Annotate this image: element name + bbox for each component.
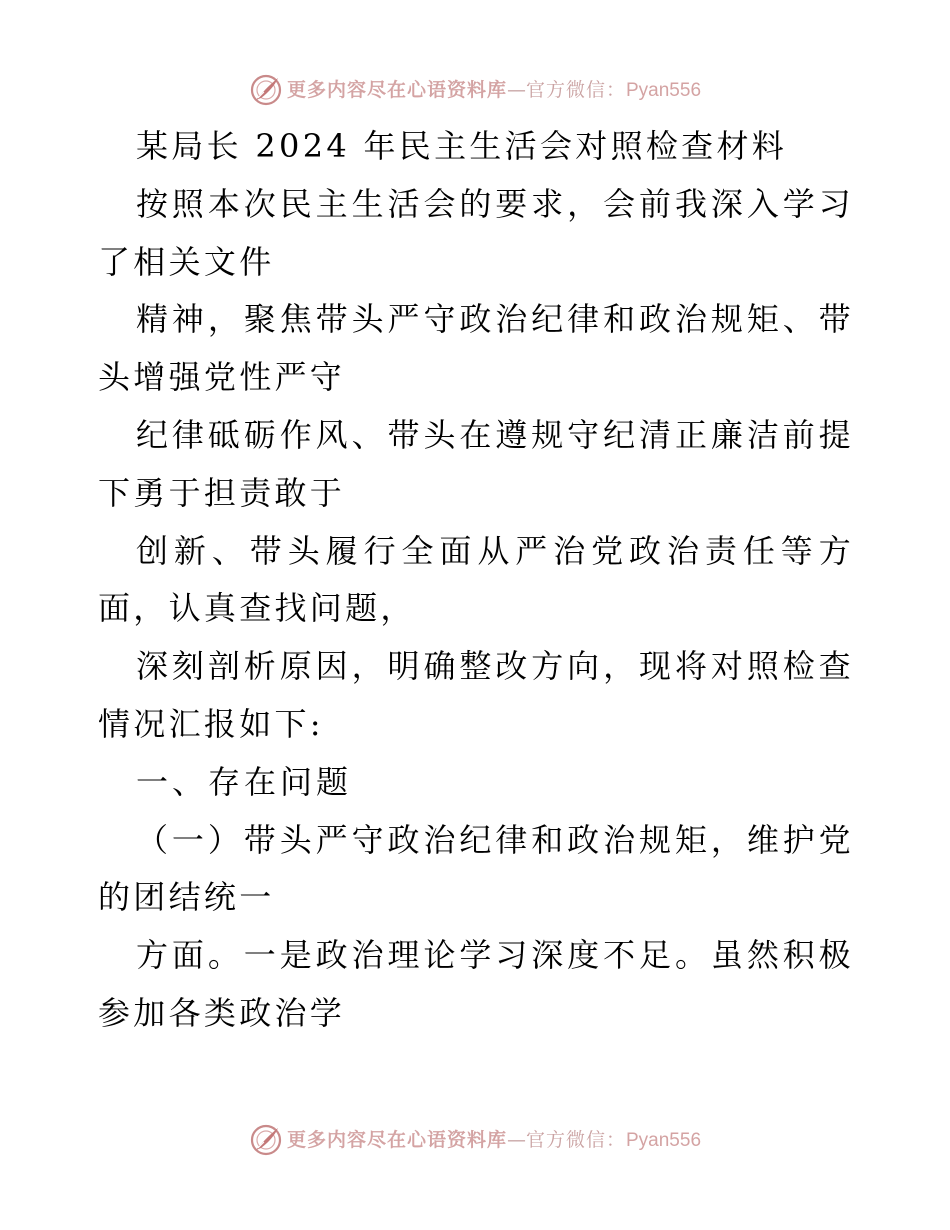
watermark-separator: — (506, 1128, 526, 1151)
watermark-sub-text: 官方微信： (525, 78, 626, 101)
watermark-main-text: 更多内容尽在心语资料库 (286, 78, 507, 101)
watermark-separator: — (506, 78, 526, 101)
document-body (98, 118, 854, 1043)
watermark-wechat-id: Pyan556 (626, 79, 702, 101)
watermark-main-text: 更多内容尽在心语资料库 (286, 1128, 507, 1151)
paragraph-line: 创新、带头履行全面从严治党政治责任等方面，认真查找问题， (98, 531, 854, 628)
watermark-sub-text: 官方微信： (525, 1128, 626, 1151)
section-heading: 一、存在问题 (136, 762, 353, 801)
subsection-heading: （一）带头严守政治纪律和政治规矩，维护党的团结统一 (98, 820, 854, 917)
quill-seal-icon (249, 73, 283, 107)
paragraph-line: 精神，聚焦带头严守政治纪律和政治规矩、带头增强党性严守 (98, 300, 854, 397)
quill-seal-icon (249, 1123, 283, 1157)
paragraph-line: 深刻剖析原因，明确整改方向，现将对照检查情况汇报如下: (98, 647, 854, 743)
watermark-wechat-id: Pyan556 (626, 1129, 702, 1151)
paragraph-line: 纪律砥砺作风、带头在遵规守纪清正廉洁前提下勇于担责敢于 (98, 415, 854, 512)
header-watermark (0, 70, 950, 110)
paragraph-line: 按照本次民主生活会的要求，会前我深入学习了相关文件 (98, 184, 854, 281)
footer-watermark (0, 1120, 950, 1160)
document-title: 某局长 2024 年民主生活会对照检查材料 (136, 127, 788, 165)
paragraph-line: 方面。一是政治理论学习深度不足。虽然积极参加各类政治学 (98, 936, 854, 1032)
